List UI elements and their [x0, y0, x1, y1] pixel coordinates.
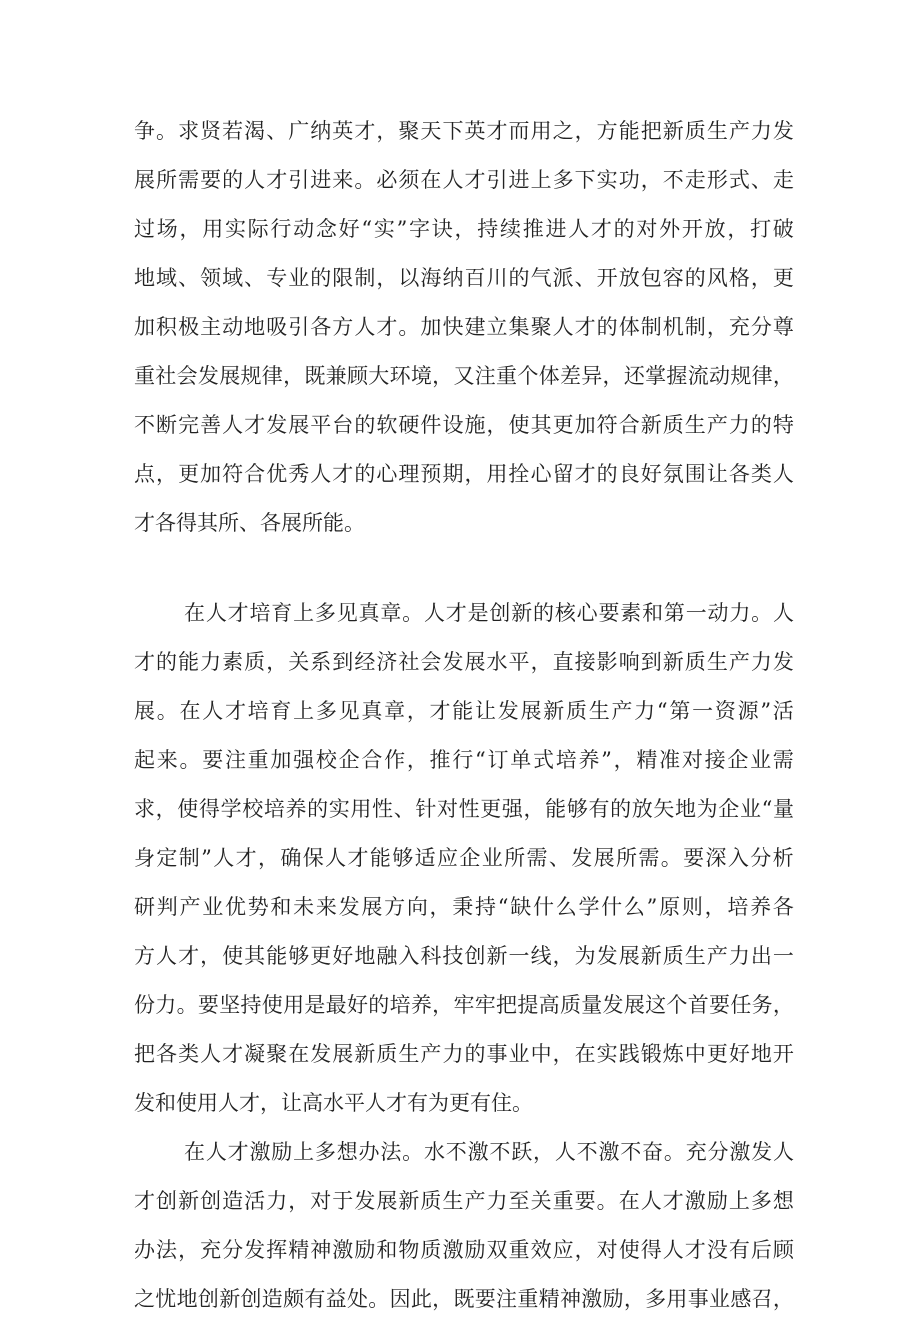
paragraph-1-line-9: 才各得其所、各展所能。 [134, 511, 365, 535]
paragraph-1-line-4: 地 域 、 领 域 、 专 业 的 限 制 ， 以 海 纳 百 川 的 气 派 、 开 放 包 容 的 风 格 ， 更 [134, 266, 794, 290]
paragraph-2-line-11: 发和使用人才，让高水平人才有为更有住。 [134, 1091, 533, 1115]
paragraph-2-line-2: 才 的 能 力 素 质 ， 关 系 到 经 济 社 会 发 展 水 平 ， 直 接 影 响 到 新 质 生 产 力 发 [134, 650, 794, 674]
paragraph-2-line-3: 展 。 在 人 才 培 育 上 多 见 真 章 ， 才 能 让 发 展 新 质 生 产 力 “ 第 一 资 源 ” 活 [134, 699, 794, 723]
paragraph-2-line-5: 求 ， 使 得 学 校 培 养 的 实 用 性 、 针 对 性 更 强 ， 能 够 有 的 放 矢 地 为 企 业 “ 量 [134, 797, 794, 821]
paragraph-1-line-8: 点 ， 更 加 符 合 优 秀 人 才 的 心 理 预 期 ， 用 拴 心 留 才 的 良 好 氛 围 让 各 类 人 [134, 462, 794, 486]
paragraph-3-line-1: 在 人 才 激 励 上 多 想 办 法 。 水 不 激 不 跃 ， 人 不 激 不 奋 。 充 分 激 发 人 [184, 1140, 794, 1164]
paragraph-3-line-4: 之 忧 地 创 新 创 造 颇 有 益 处 。 因 此 ， 既 要 注 重 精 神 激 励 ， 多 用 事 业 感 召 ， [134, 1287, 794, 1311]
paragraph-2-line-9: 份 力 。 要 坚 持 使 用 是 最 好 的 培 养 ， 牢 牢 把 提 高 质 量 发 展 这 个 首 要 任 务 ， [134, 993, 794, 1017]
paragraph-2-line-1: 在 人 才 培 育 上 多 见 真 章 。 人 才 是 创 新 的 核 心 要 素 和 第 一 动 力 。 人 [184, 601, 794, 625]
paragraph-1-line-5: 加 积 极 主 动 地 吸 引 各 方 人 才 。 加 快 建 立 集 聚 人 才 的 体 制 机 制 ， 充 分 尊 [134, 315, 794, 339]
paragraph-1-line-7: 不 断 完 善 人 才 发 展 平 台 的 软 硬 件 设 施 ， 使 其 更 加 符 合 新 质 生 产 力 的 特 [134, 413, 794, 437]
paragraph-2-line-10: 把 各 类 人 才 凝 聚 在 发 展 新 质 生 产 力 的 事 业 中 ， 在 实 践 锻 炼 中 更 好 地 开 [134, 1042, 794, 1066]
paragraph-1-line-1: 争 。 求 贤 若 渴 、 广 纳 英 才 ， 聚 天 下 英 才 而 用 之 ， 方 能 把 新 质 生 产 力 发 [134, 119, 794, 143]
paragraph-2-line-4: 起 来 。 要 注 重 加 强 校 企 合 作 ， 推 行 “ 订 单 式 培 养 ” ， 精 准 对 接 企 业 需 [134, 748, 794, 772]
paragraph-3-line-2: 才 创 新 创 造 活 力 ， 对 于 发 展 新 质 生 产 力 至 关 重 要 。 在 人 才 激 励 上 多 想 [134, 1189, 794, 1213]
paragraph-1-line-6: 重 社 会 发 展 规 律 ， 既 兼 顾 大 环 境 ， 又 注 重 个 体 差 异 ， 还 掌 握 流 动 规 律 ， [134, 364, 794, 388]
paragraph-1-line-3: 过 场 ， 用 实 际 行 动 念 好 “ 实 ” 字 诀 ， 持 续 推 进 人 才 的 对 外 开 放 ， 打 破 [134, 217, 794, 241]
paragraph-1-line-2: 展 所 需 要 的 人 才 引 进 来 。 必 须 在 人 才 引 进 上 多 下 实 功 ， 不 走 形 式 、 走 [134, 168, 794, 192]
paragraph-3-line-3: 办 法 ， 充 分 发 挥 精 神 激 励 和 物 质 激 励 双 重 效 应 ， 对 使 得 人 才 没 有 后 顾 [134, 1238, 794, 1262]
paragraph-2-line-6: 身 定 制 ” 人 才 ， 确 保 人 才 能 够 适 应 企 业 所 需 、 发 展 所 需 。 要 深 入 分 析 [134, 846, 794, 870]
paragraph-2-line-7: 研 判 产 业 优 势 和 未 来 发 展 方 向 ， 秉 持 “ 缺 什 么 学 什 么 ” 原 则 ， 培 养 各 [134, 895, 794, 919]
paragraph-2-line-8: 方 人 才 ， 使 其 能 够 更 好 地 融 入 科 技 创 新 一 线 ， 为 发 展 新 质 生 产 力 出 一 [134, 944, 794, 968]
